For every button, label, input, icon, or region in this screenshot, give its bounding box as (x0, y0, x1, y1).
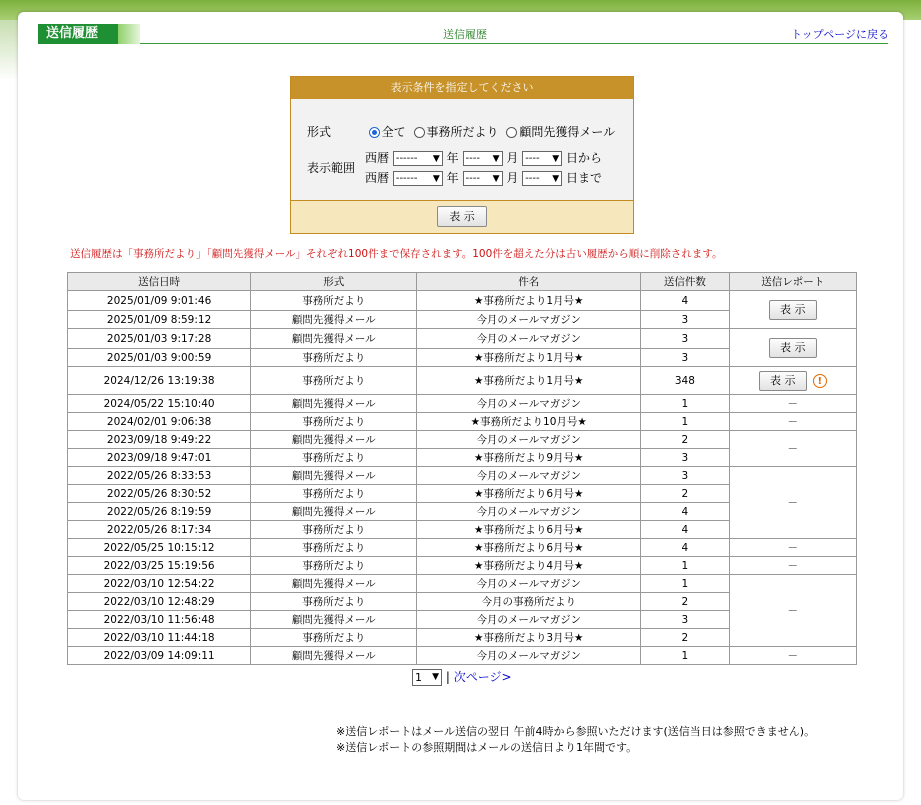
to-day-select[interactable]: ---- ▼ (522, 171, 562, 186)
cell-subject: ★事務所だより6月号★ (417, 539, 641, 557)
table-row (68, 539, 857, 557)
cell-subject: ★事務所だより4月号★ (417, 557, 641, 575)
cell-count: 2 (641, 431, 729, 449)
cell-subject: ★事務所だより6月号★ (417, 521, 641, 539)
cell-report (729, 329, 856, 367)
cell-format: 顧問先獲得メール (251, 647, 417, 665)
cell-count: 1 (641, 647, 729, 665)
report-show-button[interactable]: 表 示 (769, 338, 817, 358)
cell-format: 事務所だより (251, 485, 417, 503)
cell-subject: 今月のメールマガジン (417, 329, 641, 349)
table-row (68, 413, 857, 431)
cell-format: 事務所だより (251, 629, 417, 647)
col-subject: 件名 (417, 273, 641, 291)
cell-datetime: 2024/12/26 13:19:38 (68, 367, 251, 395)
cell-format: 顧問先獲得メール (251, 311, 417, 329)
format-label: 形式 (307, 125, 332, 139)
cell-count: 3 (641, 311, 729, 329)
cell-subject: 今月のメールマガジン (417, 503, 641, 521)
cell-count: 3 (641, 449, 729, 467)
no-report-dash: － (787, 416, 799, 428)
cell-datetime: 2022/05/25 10:15:12 (68, 539, 251, 557)
cell-subject: ★事務所だより3月号★ (417, 629, 641, 647)
cell-subject: 今月の事務所だより (417, 593, 641, 611)
cell-datetime: 2022/03/10 12:54:22 (68, 575, 251, 593)
cell-count: 2 (641, 593, 729, 611)
radio-on-icon[interactable] (369, 127, 380, 138)
cell-count: 4 (641, 539, 729, 557)
cell-report (729, 467, 856, 539)
radio-office-news[interactable]: 事務所だより (414, 125, 499, 139)
cell-subject: 今月のメールマガジン (417, 395, 641, 413)
cell-count: 2 (641, 629, 729, 647)
from-month-select[interactable]: ---- ▼ (463, 151, 503, 166)
table-row (68, 367, 857, 395)
no-report-dash: － (787, 650, 799, 662)
page-select[interactable]: 1 ▼ (412, 669, 442, 686)
header-divider (140, 43, 888, 44)
no-report-dash: － (787, 497, 799, 509)
cell-count: 3 (641, 467, 729, 485)
cell-count: 1 (641, 575, 729, 593)
filter-title: 表示条件を指定してください (291, 77, 633, 99)
cell-format: 事務所だより (251, 291, 417, 311)
cell-report (729, 291, 856, 329)
cell-subject: ★事務所だより1月号★ (417, 349, 641, 367)
cell-datetime: 2022/03/10 11:44:18 (68, 629, 251, 647)
cell-count: 2 (641, 485, 729, 503)
col-count: 送信件数 (641, 273, 729, 291)
table-row (68, 291, 857, 311)
table-row (68, 467, 857, 485)
cell-format: 顧問先獲得メール (251, 503, 417, 521)
from-day-select[interactable]: ---- ▼ (522, 151, 562, 166)
cell-report (729, 413, 856, 431)
no-report-dash: － (787, 443, 799, 455)
range-to-row: 西暦 ------ ▼ 年 ---- ▼ 月 ---- ▼ 日まで (365, 171, 603, 185)
to-month-select[interactable]: ---- ▼ (463, 171, 503, 186)
format-row (307, 123, 615, 140)
chevron-down-icon: ▼ (552, 174, 560, 184)
cell-subject: ★事務所だより10月号★ (417, 413, 641, 431)
cell-format: 顧問先獲得メール (251, 611, 417, 629)
report-show-button[interactable]: 表 示 (759, 371, 807, 391)
cell-format: 顧問先獲得メール (251, 431, 417, 449)
cell-count: 1 (641, 557, 729, 575)
col-format: 形式 (251, 273, 417, 291)
radio-off-icon[interactable] (506, 127, 517, 138)
cell-report (729, 431, 856, 467)
cell-subject: 今月のメールマガジン (417, 647, 641, 665)
page-title-badge: 送信履歴 (38, 24, 118, 44)
back-to-top-link[interactable]: トップページに戻る (790, 28, 889, 41)
table-row (68, 647, 857, 665)
cell-report (729, 557, 856, 575)
radio-all[interactable]: 全て (369, 125, 406, 139)
cell-count: 4 (641, 291, 729, 311)
next-page-link[interactable]: 次ページ> (453, 670, 512, 684)
footnote-2: ※送信レポートの参照期間はメールの送信日より1年間です。 (336, 741, 638, 754)
cell-format: 事務所だより (251, 593, 417, 611)
cell-subject: ★事務所だより9月号★ (417, 449, 641, 467)
cell-count: 1 (641, 395, 729, 413)
cell-format: 顧問先獲得メール (251, 575, 417, 593)
report-show-button[interactable]: 表 示 (769, 300, 817, 320)
cell-datetime: 2022/05/26 8:30:52 (68, 485, 251, 503)
cell-format: 顧問先獲得メール (251, 395, 417, 413)
cell-format: 事務所だより (251, 557, 417, 575)
cell-count: 3 (641, 329, 729, 349)
cell-format: 顧問先獲得メール (251, 329, 417, 349)
cell-report (729, 647, 856, 665)
filter-footer (291, 200, 633, 233)
table-row (68, 557, 857, 575)
table-header-row (68, 273, 857, 291)
cell-datetime: 2022/03/25 15:19:56 (68, 557, 251, 575)
cell-datetime: 2022/05/26 8:17:34 (68, 521, 251, 539)
cell-datetime: 2025/01/03 9:00:59 (68, 349, 251, 367)
range-label: 表示範囲 (307, 161, 356, 175)
cell-subject: ★事務所だより1月号★ (417, 291, 641, 311)
to-year-select[interactable]: ------ ▼ (393, 171, 443, 186)
radio-prospect-mail[interactable]: 顧問先獲得メール (506, 125, 615, 139)
cell-datetime: 2022/03/10 12:48:29 (68, 593, 251, 611)
cell-count: 1 (641, 413, 729, 431)
cell-datetime: 2022/03/09 14:09:11 (68, 647, 251, 665)
table-row (68, 431, 857, 449)
cell-datetime: 2023/09/18 9:47:01 (68, 449, 251, 467)
cell-report (729, 575, 856, 647)
cell-format: 顧問先獲得メール (251, 467, 417, 485)
cell-format: 事務所だより (251, 539, 417, 557)
warning-icon: ! (813, 374, 827, 388)
cell-subject: ★事務所だより6月号★ (417, 485, 641, 503)
radio-off-icon[interactable] (414, 127, 425, 138)
cell-format: 事務所だより (251, 349, 417, 367)
cell-count: 348 (641, 367, 729, 395)
cell-subject: 今月のメールマガジン (417, 467, 641, 485)
cell-subject: 今月のメールマガジン (417, 431, 641, 449)
cell-count: 3 (641, 349, 729, 367)
no-report-dash: － (787, 560, 799, 572)
cell-datetime: 2022/05/26 8:33:53 (68, 467, 251, 485)
history-table (67, 272, 857, 665)
cell-count: 3 (641, 611, 729, 629)
chevron-down-icon: ▼ (492, 154, 500, 164)
page-title: 送信履歴 (443, 28, 487, 41)
left-gradient (0, 20, 18, 80)
cell-report (729, 395, 856, 413)
cell-datetime: 2025/01/09 9:01:46 (68, 291, 251, 311)
no-report-dash: － (787, 605, 799, 617)
table-row (68, 395, 857, 413)
cell-count: 4 (641, 521, 729, 539)
cell-subject: 今月のメールマガジン (417, 611, 641, 629)
cell-format: 事務所だより (251, 413, 417, 431)
footnotes (336, 724, 815, 756)
cell-count: 4 (641, 503, 729, 521)
cell-format: 事務所だより (251, 449, 417, 467)
cell-datetime: 2025/01/09 8:59:12 (68, 311, 251, 329)
no-report-dash: － (787, 398, 799, 410)
from-year-select[interactable]: ------ ▼ (393, 151, 443, 166)
cell-subject: 今月のメールマガジン (417, 311, 641, 329)
chevron-down-icon: ▼ (552, 154, 560, 164)
cell-format: 事務所だより (251, 521, 417, 539)
cell-report (729, 539, 856, 557)
cell-format: 事務所だより (251, 367, 417, 395)
chevron-down-icon: ▼ (492, 174, 500, 184)
chevron-down-icon: ▼ (432, 174, 440, 184)
cell-datetime: 2025/01/03 9:17:28 (68, 329, 251, 349)
cell-report (729, 367, 856, 395)
cell-datetime: 2024/05/22 15:10:40 (68, 395, 251, 413)
col-report: 送信レポート (729, 273, 856, 291)
cell-datetime: 2024/02/01 9:06:38 (68, 413, 251, 431)
col-datetime: 送信日時 (68, 273, 251, 291)
table-row (68, 329, 857, 349)
badge-tail (118, 24, 140, 44)
cell-subject: ★事務所だより1月号★ (417, 367, 641, 395)
chevron-down-icon: ▼ (432, 672, 439, 682)
chevron-down-icon: ▼ (432, 154, 440, 164)
retention-notice: 送信履歴は「事務所だより」「顧問先獲得メール」それぞれ100件まで保存されます。100件を超えた分は古い履歴から順に削除されます。 (70, 248, 723, 260)
pager: 1 ▼ | 次ページ> (412, 668, 512, 686)
filter-panel (290, 76, 634, 234)
range-from-row: 西暦 ------ ▼ 年 ---- ▼ 月 ---- ▼ 日から (365, 151, 603, 165)
no-report-dash: － (787, 542, 799, 554)
cell-datetime: 2022/05/26 8:19:59 (68, 503, 251, 521)
filter-show-button[interactable]: 表 示 (437, 206, 487, 227)
cell-datetime: 2022/03/10 11:56:48 (68, 611, 251, 629)
table-row (68, 575, 857, 593)
footnote-1: ※送信レポートはメール送信の翌日 午前4時から参照いただけます(送信当日は参照できません)。 (336, 725, 816, 738)
cell-subject: 今月のメールマガジン (417, 575, 641, 593)
cell-datetime: 2023/09/18 9:49:22 (68, 431, 251, 449)
